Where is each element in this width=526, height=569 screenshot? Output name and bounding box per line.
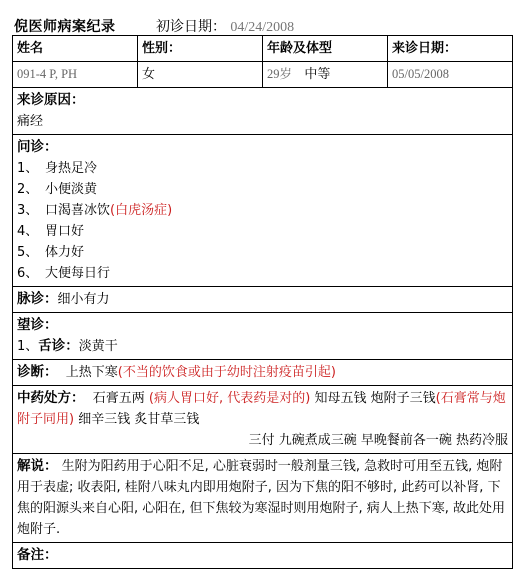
age-label: 年龄及体型	[263, 36, 388, 62]
name-label: 姓名	[13, 36, 138, 62]
visit-date-value	[388, 62, 513, 88]
name-value	[13, 62, 138, 88]
age-value	[263, 62, 388, 88]
diagnosis-cell	[13, 360, 513, 386]
explanation-text: 生附为阳药用于心阳不足, 心脏衰弱时一般剂量三钱, 急救时可用至五钱, 炮附用于表虚; 收表阳, 桂附八味丸内即用炮附子, 因为下焦的阳不够时, 此药可以补肾, 下焦的阳源头来自心阳, 心阳在, 但下焦较为寒湿时则用炮附子, 病人上热下寒, 故此处用炮附子.	[17, 459, 506, 537]
herb-1: 石膏五两	[92, 391, 145, 406]
record-title: 倪医师病案纪录	[14, 19, 116, 35]
patient-name: 091-4 P, PH	[17, 67, 78, 81]
explanation-cell	[13, 454, 513, 543]
herbs-row	[13, 386, 513, 454]
reason-value: 痛经	[17, 114, 44, 129]
first-visit-label: 初诊日期：	[155, 19, 226, 35]
gender-label: 性别：	[138, 36, 263, 62]
observation-row	[13, 313, 513, 360]
body-type: 中等	[304, 67, 331, 82]
remarks-cell	[13, 543, 513, 569]
pulse-cell	[13, 287, 513, 313]
inquiry-item-text: 大便每日行	[45, 266, 111, 281]
pulse-label: 脉诊：	[17, 291, 58, 307]
age-number: 29岁	[267, 67, 293, 81]
inquiry-item-note: (白虎汤症)	[110, 203, 173, 218]
reason-label: 来诊原因：	[17, 92, 85, 108]
inquiry-item-text: 胃口好	[45, 224, 85, 239]
tongue-num: 1、	[17, 339, 39, 354]
herbs-instructions: 三付 九碗煮成三碗 早晚餐前各一碗 热药冷服	[248, 433, 508, 448]
herbs-cell	[13, 386, 513, 454]
inquiry-item	[17, 158, 508, 179]
explanation-label: 解说：	[17, 458, 58, 474]
inquiry-item-num: 4、	[17, 224, 39, 239]
remarks-row	[13, 543, 513, 569]
inquiry-item	[17, 242, 508, 263]
herb-note-2: (石膏常与炮附子同用)	[17, 391, 506, 427]
record-header	[14, 16, 294, 36]
inquiry-item-text: 口渴喜冰饮	[45, 203, 111, 218]
info-label-row	[13, 36, 513, 62]
inquiry-item-num: 6、	[17, 266, 39, 281]
inquiry-item-text: 身热足冷	[45, 161, 98, 176]
diagnosis-label: 诊断：	[17, 364, 58, 380]
remarks-label: 备注：	[17, 547, 58, 563]
record-table	[12, 35, 513, 569]
tongue-label: 舌诊：	[38, 338, 79, 354]
inquiry-item	[17, 179, 508, 200]
gender-value: 女	[138, 62, 263, 88]
diagnosis-value: 上热下寒	[65, 365, 118, 380]
first-visit-date: 04/24/2008	[230, 20, 295, 35]
reason-row	[13, 88, 513, 135]
herbs-label: 中药处方：	[17, 390, 85, 406]
inquiry-item	[17, 263, 508, 284]
info-value-row	[13, 62, 513, 88]
herb-2: 知母五钱 炮附子三钱	[314, 391, 436, 406]
observation-cell	[13, 313, 513, 360]
tongue-line	[17, 336, 508, 357]
inquiry-label: 问诊：	[17, 139, 58, 155]
inquiry-item-text: 体力好	[45, 245, 85, 260]
inquiry-cell	[13, 135, 513, 287]
inquiry-item-num: 5、	[17, 245, 39, 260]
pulse-row	[13, 287, 513, 313]
herb-note-1: (病人胃口好, 代表药是对的)	[148, 391, 311, 406]
herbs-text	[17, 388, 508, 430]
inquiry-row	[13, 135, 513, 287]
inquiry-item	[17, 200, 508, 221]
herb-3: 细辛三钱 炙甘草三钱	[78, 412, 200, 427]
inquiry-item-text: 小便淡黄	[45, 182, 98, 197]
explanation-row	[13, 454, 513, 543]
inquiry-item-num: 1、	[17, 161, 39, 176]
visit-date-label: 来诊日期：	[388, 36, 513, 62]
inquiry-item-num: 2、	[17, 182, 39, 197]
diagnosis-row	[13, 360, 513, 386]
visit-date: 05/05/2008	[392, 67, 449, 81]
observation-label: 望诊：	[17, 317, 58, 333]
inquiry-item-num: 3、	[17, 203, 39, 218]
inquiry-item	[17, 221, 508, 242]
tongue-value: 淡黄干	[78, 339, 118, 354]
diagnosis-note: (不当的饮食或由于幼时注射疫苗引起)	[117, 365, 336, 380]
reason-cell	[13, 88, 513, 135]
pulse-value: 细小有力	[57, 292, 110, 307]
